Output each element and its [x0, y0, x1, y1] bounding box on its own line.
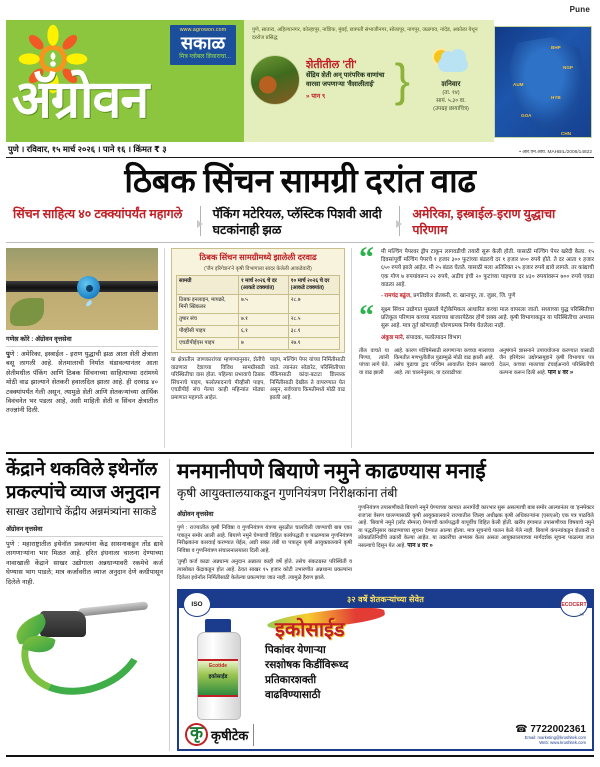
ethanol-article [6, 459, 170, 751]
right-col-3-text: अनुषंगाने शासनाने उपाययोजना करण्यात यासाठी जैन इरिगेशन उद्योगसमूहाने कृषी विभागाय पत्र देऊन, कच्च्या मालाच्या टंचाईअन्वये परिस्थितीची कल्पना करून दिली आहे. [499, 347, 594, 376]
ad-banner [179, 591, 592, 608]
seed-body-2-text: गुणनियंत्रण तपासणीकडे बियाणे नमुने घेण्याच्या कामात अनागोंदी कारभार सुरू असल्याची बाब समोर आल्यानंतर या 'इन्स्पेक्टर राज'ला वेसण घालण्यासाठी कृषी आयुक्तालयाने राज्यातील जिल्हा अधीक्षक कृषी अधिकाऱ्यांना (एसएओ) एक पत्र पाठविले आहे. 'बियाणे नमुने (लॉट सॅम्पल) घेण्याची कार्यपद्धती यापूर्वीच विहित केली होती. खरीप हंगामात तपासणीच्या विषयाचे नमुने या पद्धतीनुसार काढण्याच्या सूचना देण्यात आल्या होत्या. मात्र सूचनांचे पालन केले गेले नाही. बियाणे कंपन्यांकडून शेतकरी व लोकप्रतिनिधींचे तक्रारी केल्या आहेत. या तक्रारींचा अभ्यास केला असता आयुक्तालयाच्या मार्गदर्शक सूचना पाळल्या जात नसल्याचे दिसून येत आहे. [358, 505, 594, 549]
quote-block-1 [359, 241, 594, 300]
feature-strip [244, 42, 494, 113]
sakal-tagline: मित्र ग्लोबल शिवाराचा... [179, 54, 231, 60]
quote-2-name: अंकुश माने, [381, 334, 405, 341]
quote-mark-icon: “ [359, 241, 374, 274]
iso-badge-icon: ISO [183, 592, 211, 617]
ad-line-3: प्रतिकारशक्ती [265, 675, 317, 687]
deck-3: अमेरिका, इस्त्राईल-इराण युद्धाचा परिणाम [412, 207, 556, 237]
quote-1-name: - रामचंद्र बढुंज, [381, 293, 412, 300]
sakal-brand-name: सकाळ [180, 33, 226, 53]
jump-line-lead[interactable]: पान ४ वर » [547, 369, 574, 376]
table-subtitle: ('जैन इरिगेशन'ने कृषी विभागाला सादर केलेली आकडेवारी) [204, 266, 312, 272]
deck-separator-1 [195, 204, 206, 238]
krushitek-advertisement[interactable] [177, 589, 594, 751]
mid-body-col2: पाइप, मल्चिंग पेपर यांच्या निर्मितीसाठी जाते. त्यानंतर सोडारेट, परिस्थितीच्या पॅकिंगसाठी कांदा-बटाटा शिल्लक निर्मितीसाठी देखील ते वापरण्यात येत असून, सर्वच्याच किमतीमध्ये मोठी वाढ झाली आहे. [269, 357, 345, 401]
table-row [177, 314, 340, 326]
seed-headline: मनमानीपणे बियाणे नमुने काढण्यास मनाई [177, 459, 486, 483]
feature-description: सेंद्रिय शेती अन् पारंपरिक वाणांचा वारसा जपणाऱ्या 'वैशालीताई' [306, 72, 385, 88]
satellite-map-image [494, 26, 592, 138]
cities-published-line: पुणे, सातारा, अहिल्यानगर, कोल्हापूर, नाशिक, मुंबई, छत्रपती संभाजीनगर, सोलापूर, नागपूर, जळगाव, नांदेड, अकोला येथून दररोज प्रसिद्ध [252, 27, 478, 41]
ethanol-continuation: 'तुम्ही कर्ज काढा अन्नधान्य अनुदान अन्नाला काही वर्षे होते. तसेच संकटग्रस्त परिस्थिती व त्यासोबत केंद्राकडून होत आहे. ठेवत साखर १५ हजार कोटी उभारणीत अन्नधान्य प्रकल्पांना दिलेला इथेनॉल निर्मितीसाठी केलेल्या प्रकल्पांचा जात नाही. त्यामुळे हैराण झाले. [177, 559, 353, 581]
quote-2-role: संपादक, फलोत्पादन विभाग [405, 334, 462, 341]
table-title: ठिबक सिंचन सामग्रीमध्ये झालेली दरवाढ [199, 253, 317, 262]
row-item: एचडीपीईएस पाइप [177, 338, 239, 350]
row-rate2: २८.७ [288, 295, 339, 314]
lead-byline: गणेश कोरे : अ‍ॅग्रोवन वृत्तसेवा [6, 330, 158, 347]
lower-section [6, 454, 594, 751]
lead-decks [6, 204, 594, 243]
brace-decoration: } [394, 53, 410, 106]
table-row [177, 326, 340, 338]
map-label-aum: AUM [513, 82, 524, 87]
seed-subhead: कृषी आयुक्तालयाकडून गुणनियंत्रण निरीक्षकांना तंबी [177, 486, 398, 500]
quote-2-text: सूक्ष्म सिंचन उद्योगात मुख्यत्वे पेट्रोकेमिकल आधारित कच्चा माल वापरला जातो. सध्याच्या युद्ध परिस्थितीचा प्रतिकूल परिणाम कच्च्या मालाच्या बाजारपेठेवर होणे शक्य आहे. कृषी विभागाकडून या परिस्थितीचा अभ्यास सुरू आहे. मात्र तूर्त कोणताही धोरणात्मक निर्णय घेतलेला नाही. [381, 307, 594, 330]
feature-title: शेतीतील 'ती' [306, 59, 357, 72]
table-col-rate2: १० मार्च २०२६ चे दर (आकडे टक्क्यांत) [288, 276, 339, 295]
row-rate1: ७.५ [238, 295, 288, 314]
masthead [6, 20, 594, 142]
table-col-rate1: १ मार्च २०२६ चे दर (आकडे टक्क्यांत) [238, 276, 288, 295]
map-label-hyb: HYB [551, 95, 561, 100]
weather-day: शनिवार [441, 81, 461, 88]
quote-1-role: प्रगतिशील शेतकरी, रा. खानापूर, ता. जुन्नर, जि. पुणे [413, 293, 516, 300]
rate-increase-table [171, 248, 345, 353]
ad-contact-block [515, 724, 586, 746]
masthead-feature-panel [244, 20, 494, 142]
row-rate2: २८.५ [288, 314, 339, 326]
lead-column-middle [164, 248, 352, 448]
lead-body-text: पुणे : अमेरिका, इस्त्राईल - इराण युद्धाची झळ आता शेती क्षेत्राला बसू लागली आहे. शेतमालाची निर्यात थंडावल्यानंतर आता शेतीमधील पॅकिंग आणि ठिबक सिंचनाच्या साहित्याच्या दरांमध्ये मोठी वाढ झाल्याने शेतकरी हवालदिल झाला आहे. ही दरवाढ ४० टक्क्यांपर्यंत गेली असून, त्यामुळे शेती आणि शेतकऱ्यांच्या आर्थिक विवंचनेत भर पडला आहे, अशी माहिती शेती व सिंचन क्षेत्रातील तज्ज्ञांनी दिली. [6, 351, 158, 415]
map-label-bhp: BHP [551, 45, 561, 50]
ad-phone-number[interactable]: ☎ 7722002361 [515, 723, 586, 735]
bottom-divider [6, 755, 594, 757]
rates-table [176, 275, 340, 350]
seed-left-column [177, 505, 352, 586]
masthead-logo-panel [6, 20, 244, 142]
seed-body-columns [177, 505, 594, 586]
feature-text [306, 59, 393, 99]
weather-date: (ता. १४) [442, 90, 460, 96]
masthead-title: अ‍ॅग्रोवन [12, 72, 149, 129]
table-row [177, 338, 340, 350]
seed-byline: अ‍ॅग्रोवन वृत्तसेवा [177, 505, 352, 522]
row-item: पीव्हीसी पाइप [177, 326, 239, 338]
trademark-symbol: ™ [579, 613, 584, 620]
bottle-label-mr: इकोसाईड [208, 674, 228, 681]
ad-divider [253, 724, 254, 746]
jump-line-seed[interactable]: पान ४ वर » [407, 542, 433, 549]
seed-right-column [358, 505, 594, 586]
deck-separator-2 [394, 204, 405, 238]
sakal-logo-box [170, 25, 236, 65]
quote-1-attribution [381, 291, 594, 299]
ad-line-1: पिकांवर येणाऱ्या [265, 645, 326, 657]
deck-2: पॅकिंग मटेरियल, प्लॅस्टिक पिशवी आदी घटकांनाही झळ [212, 207, 382, 237]
row-item: तुषार संच [177, 314, 239, 326]
row-rate1: ७ [238, 338, 288, 350]
lead-body-columns [6, 243, 594, 448]
ad-company-name: कृषीटेक [211, 727, 249, 743]
table-row [177, 295, 340, 314]
krushitek-logo-icon: कृ [185, 723, 208, 746]
ad-benefit-lines [265, 643, 586, 703]
row-rate1: ६.१ [238, 326, 288, 338]
ad-line-4: वाढविण्यासाठी [265, 690, 321, 702]
right-col-2: आहे. कारण पश्चिमेसाठी लागणाऱ्या कच्च्या मालाच्या किमतीत मणभूतीतील पुढाम्मुळे मोठी वाढ झाली आहे. तसेच पुढाचा द्वाद पश्चिम आयातीत देशांन बसायचे आहे. त्या चालनेनुसार, या दरवाढीच्या [393, 347, 495, 376]
seed-inspection-article [170, 459, 594, 751]
feature-photo [250, 55, 300, 105]
row-rate2: ३८.१ [288, 326, 339, 338]
right-col-3 [499, 348, 594, 378]
map-label-chn: CHN [561, 131, 571, 136]
edition-city: Pune [569, 5, 590, 14]
quote-2-attribution [381, 333, 594, 341]
bottle-label-en: Ecotide [208, 663, 228, 670]
lead-column-right [352, 241, 594, 448]
product-bottle-image [193, 619, 245, 719]
ad-brand-name: इकोसाईड [275, 619, 345, 642]
table-header-row [177, 276, 340, 295]
ad-footer [179, 723, 592, 746]
registration-number: • आर.एन.आय. MAHBIL/2006/14822 [519, 150, 592, 155]
ethanol-byline: अ‍ॅग्रोवन वृत्तसेवा [6, 520, 163, 537]
publication-date-line: पुणे । रविवार, १५ मार्च २०२६ । पाने १६ । किंमत ₹ ३ [8, 144, 167, 154]
sakal-website-url: www.agrowon.com [179, 27, 227, 33]
lead-column-left [6, 248, 164, 448]
table-col-item: सामग्री [177, 276, 239, 295]
row-rate2: २७.१ [288, 338, 339, 350]
quote-1-text: मी मल्चिंग पेपरवर ड्रीप टाकून लागवडीची तयारी सुरू केली होती. यासाठी मल्चिंग पेपर खरेदी केला. १५ दिवसांपूर्वी मल्चिंग पेपरचे १ हजार ३०० फुटांच्या बंडलचे दर १ हजार ४०० रुपये होते. ते दर आता १ हजार ६५० रुपये झाले आहेत. मी २५ बंडल घेतले. यासाठी मला अतिरिक्त २५ हजार रुपये द्यावे लागले. तर कांद्याची एक गोण ७ रुपयांवरून २२ रुपये, अडीच इंची २० फुटांच्या पाइपचा दर ४३० रुपयांवरून ७०० रुपये एवढा वाढला आहे. [381, 249, 594, 288]
ad-line-2: रसशोषक किडींविरूध्द [265, 660, 349, 672]
weather-time: सायं. ५.३० वा. [436, 98, 466, 104]
ethanol-fuel-nozzle-illustration [6, 591, 163, 683]
ad-banner-text: ३२ वर्षे शेतकऱ्यांच्या सेवेत [346, 595, 425, 605]
ecocert-badge-icon: ECOCERT [560, 592, 588, 617]
weather-box [412, 46, 490, 113]
ad-email[interactable]: Email: marketing@krushitek.com [524, 734, 586, 740]
row-item: ठिबक इनलाइन, मायक्रो, मिनी स्प्रिंकलर [177, 295, 239, 314]
ethanol-body: पुणे : महाराष्ट्रातील इथेनॉल प्रकल्पांना केंद्र शासनाकडून तोंड द्यावे लागणाऱ्यांना भार मिळत आहे. हरित इंधनाला चालना देण्याच्या नावाखाली केंद्राने साखर उद्योगाला अन्नधान्यावरी रकमेचे कर्ज घेण्यास भाग पाडले; मात्र कर्जावरील व्याज अनुदान देणे कधीपासून दिलेले नाही. [6, 541, 163, 586]
row-rate1: ७.१ [238, 314, 288, 326]
ad-website[interactable]: Web: www.krushitek.com [539, 740, 586, 746]
seed-body-2 [358, 505, 594, 551]
bottle-label [198, 659, 238, 697]
weather-note: (उपग्रह छायाचित्र) [433, 106, 469, 112]
right-col-1: तील वाचते या पिण्या, त्यांनी पांच्या लागे घेते. या वाढ झाली [359, 347, 389, 376]
middle-continuation-columns [171, 357, 345, 407]
map-label-ngp: NGP [563, 65, 573, 70]
mid-body-col1: या क्षेत्रातील जाणकारांच्या म्हणण्यानुसार, शेतीचे वाढणारा देशाच्या विविध सामग्रीसाठी परिस्थितीचा वास होता. पहिल्या प्रभावाचे ठिबक सिंचनाचे पाइप, फलोत्पादनाचे पीव्हीसी पाइप, एचडीपीई संच गेल्या काही महिन्यांत मोठ्या प्रमाणात महागले आहेत. [171, 357, 265, 401]
right-continuation-columns [359, 348, 594, 382]
feature-page-reference[interactable]: » पान ९ [306, 92, 326, 100]
deck-1: सिंचन साहित्य ४० टक्क्यांपर्यंत महागले [13, 207, 183, 221]
date-bar [6, 142, 594, 158]
sun-cloud-icon [428, 48, 474, 78]
quote-block-2 [359, 299, 594, 341]
quote-mark-icon: “ [359, 299, 374, 333]
lead-headline: ठिबक सिंचन सामग्री दरांत वाढ [124, 164, 476, 200]
seed-body-1: पुणे : राज्यातील कृषी निविष्ठा व गुणनियंत्रण यंत्रणा सुरळीत चालविली जाण्याची बाब एका पत्रातून समोर आली आहे. बियाणे नमुने घेण्याची विहित कार्यपद्धती व पाळण्यास गुणनियंत्रण निरीक्षकांना कारवाई करण्यात येईल, अशी सक्त तंबी या पत्रातून कृषी आयुक्तालयाने कृषी निविष्ठा व गुणनियंत्रण संचालनालयाला दिली आहे. [177, 525, 353, 554]
drip-irrigation-photo [6, 248, 158, 330]
map-label-goa: GOA [521, 113, 532, 118]
ethanol-headline: केंद्राने थकविले इथेनॉल प्रकल्पांचे व्याज अनुदान [6, 460, 160, 503]
ethanol-subhead: साखर उद्योगाचे केंद्रीय अन्नमंत्र्यांना साकडे [6, 507, 157, 518]
